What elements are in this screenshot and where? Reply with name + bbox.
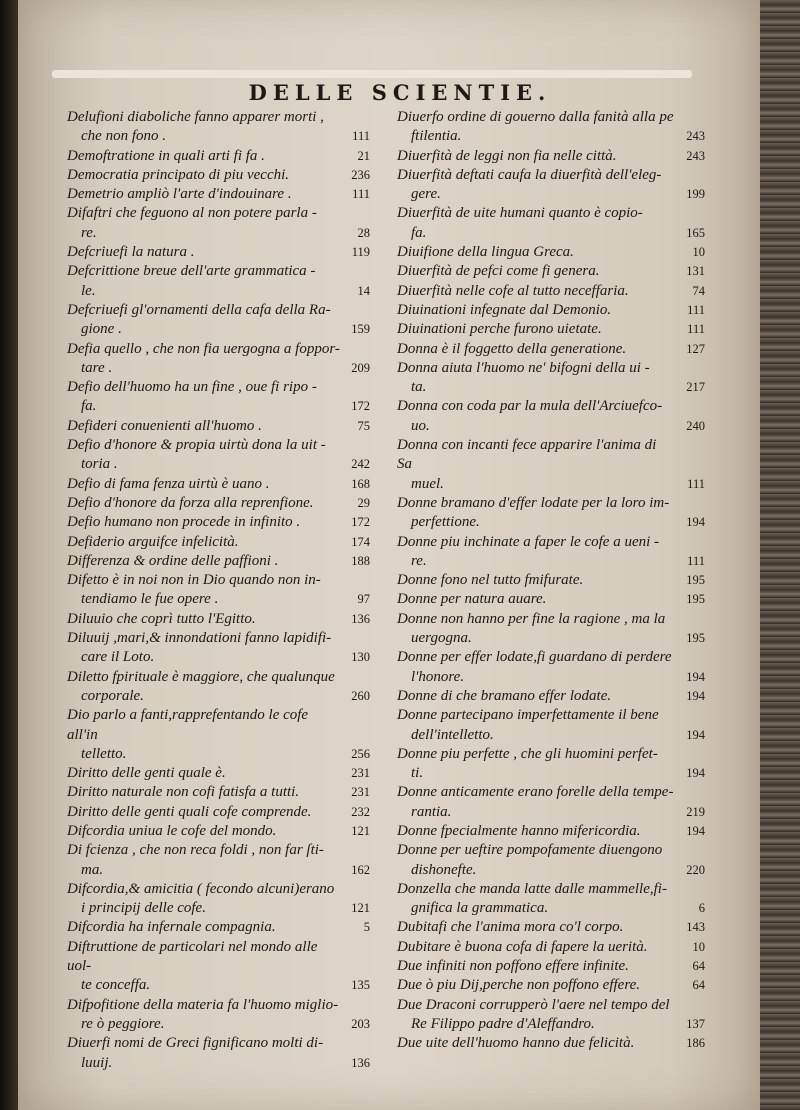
index-entry <box>67 204 370 243</box>
index-entry <box>67 262 370 301</box>
entry-text: Due infiniti non poffono effere infinite. <box>397 958 629 975</box>
entry-continuation: uo. <box>411 417 430 434</box>
page-number: 119 <box>351 245 370 260</box>
page-number: 64 <box>692 978 705 993</box>
page-number: 172 <box>351 515 370 530</box>
paper-tab <box>52 70 692 78</box>
entry-text: Demetrio ampliò l'arte d'indouinare . <box>67 186 292 203</box>
entry-text: Democratia principato di piu vecchi. <box>67 166 290 183</box>
entry-text: Diuerfità deftati caufa la diuerfità dell'eleg- <box>397 166 662 183</box>
page-number: 143 <box>686 920 705 935</box>
page-number: 111 <box>352 187 370 202</box>
entry-text: Donne non hanno per fine la ragione , ma la <box>397 610 666 627</box>
entry-continuation: le. <box>81 282 96 299</box>
entry-text: Donna con incanti fece apparire l'anima di Sa <box>397 437 657 473</box>
entry-text: Diftruttione de particolari nel mondo alle uol- <box>67 938 318 975</box>
index-entry <box>67 533 370 552</box>
entry-continuation: telletto. <box>81 745 127 762</box>
entry-continuation: ti. <box>411 765 424 782</box>
entry-continuation: fa. <box>411 224 427 241</box>
entry-text: Difpofitione della materia fa l'huomo miglio- <box>67 996 339 1013</box>
index-entry <box>397 166 705 205</box>
index-entry <box>397 918 705 937</box>
page-number: 159 <box>351 322 370 337</box>
entry-continuation: corporale. <box>81 687 144 704</box>
index-entry <box>397 204 705 243</box>
page-edges <box>754 0 800 1110</box>
entry-text: Donna è il foggetto della generatione. <box>397 340 627 357</box>
entry-text: Donne di che bramano effer lodate. <box>397 687 612 704</box>
index-entry <box>67 552 370 571</box>
page-header: DELLE SCIENTIE. <box>248 80 552 105</box>
entry-text: Defcriuefi la natura . <box>67 244 195 261</box>
entry-text: Donne fpecialmente hanno mifericordia. <box>397 822 641 839</box>
index-entry <box>397 1034 705 1053</box>
entry-continuation: re. <box>81 224 97 241</box>
entry-continuation: dishonefte. <box>411 861 477 878</box>
index-entry <box>397 783 705 822</box>
entry-continuation: toria . <box>81 456 118 473</box>
entry-text: Difaftri che feguono al non potere parla - <box>67 205 317 222</box>
index-entry <box>397 147 705 166</box>
page-number: 217 <box>686 380 705 395</box>
entry-text: Defcriuefi gl'ornamenti della cafa della Ra- <box>67 301 331 318</box>
entry-text: Defio d'honore & propia uirtù dona la uit - <box>67 437 326 454</box>
page-number: 174 <box>351 534 370 549</box>
index-entry <box>397 494 705 533</box>
entry-text: Demoftratione in quali arti fi fa . <box>67 147 265 164</box>
entry-continuation: gere. <box>411 186 441 203</box>
entry-text: Due Draconi corrupperò l'aere nel tempo del <box>397 996 670 1013</box>
entry-text: Diluuij ,mari,& innondationi fanno lapidifi- <box>67 630 332 647</box>
entry-continuation: Re Filippo padre d'Aleffandro. <box>411 1015 595 1032</box>
index-entry <box>397 359 705 398</box>
page-number: 194 <box>686 515 705 530</box>
entry-text: Donne fono nel tutto fmifurate. <box>397 572 584 589</box>
page-number: 5 <box>363 920 370 935</box>
page-number: 194 <box>686 688 705 703</box>
entry-continuation: te conceffa. <box>81 977 151 994</box>
page-number: 242 <box>351 457 370 472</box>
entry-text: Defideri conuenienti all'huomo . <box>67 417 262 434</box>
page-number: 194 <box>686 766 705 781</box>
page-number: 10 <box>692 939 705 954</box>
page-number: 97 <box>357 592 370 607</box>
index-entry <box>67 822 370 841</box>
page-number: 64 <box>692 959 705 974</box>
page-number: 195 <box>686 592 705 607</box>
index-entry <box>67 301 370 340</box>
index-entry <box>67 880 370 919</box>
page-number: 195 <box>686 573 705 588</box>
page-number: 28 <box>357 225 370 240</box>
entry-text: Diuerfità nelle cofe al tutto neceffaria. <box>397 282 629 299</box>
page-number: 75 <box>357 418 370 433</box>
index-entry <box>397 301 705 320</box>
entry-text: Diuerfità de pefci come fi genera. <box>397 263 600 280</box>
index-entry <box>397 533 705 572</box>
page-number: 21 <box>357 148 370 163</box>
page-number: 219 <box>686 804 705 819</box>
index-entry <box>67 185 370 204</box>
page-number: 194 <box>686 669 705 684</box>
entry-continuation: re. <box>411 552 427 569</box>
entry-text: Dio parlo a fanti,rapprefentando le cofe all'in <box>67 707 309 743</box>
index-entry <box>67 803 370 822</box>
index-entry <box>397 282 705 301</box>
index-entry <box>67 378 370 417</box>
entry-text: Difcordia uniua le cofe del mondo. <box>67 822 277 839</box>
entry-text: Diuerfità de leggi non fia nelle città. <box>397 147 617 164</box>
entry-text: Difcordia,& amicitia ( fecondo alcuni)erano <box>67 880 335 897</box>
entry-continuation: fa. <box>81 398 97 415</box>
page-number: 236 <box>351 167 370 182</box>
entry-continuation: dell'intelletto. <box>411 726 494 743</box>
entry-continuation: gione . <box>81 321 122 338</box>
page-number: 243 <box>686 129 705 144</box>
page-number: 136 <box>351 611 370 626</box>
page-number: 195 <box>686 631 705 646</box>
entry-text: Defio di fama fenza uirtù è uano . <box>67 475 270 492</box>
index-entry <box>67 1034 370 1073</box>
entry-continuation: tendiamo le fue opere . <box>81 591 219 608</box>
index-entry <box>67 841 370 880</box>
entry-continuation: i principij delle cofe. <box>81 900 206 917</box>
index-entry <box>397 243 705 262</box>
index-entry <box>67 996 370 1035</box>
entry-continuation: ta. <box>411 379 427 396</box>
index-column-left <box>67 108 370 1073</box>
page-number: 10 <box>692 245 705 260</box>
entry-text: Defio d'honore da forza alla reprenfione. <box>67 494 314 511</box>
index-entry <box>67 475 370 494</box>
index-entry <box>67 668 370 707</box>
index-column-right <box>397 108 705 1054</box>
page-number: 240 <box>686 418 705 433</box>
index-entry <box>397 822 705 841</box>
entry-continuation: rantia. <box>411 803 452 820</box>
entry-text: Difcordia ha infernale compagnia. <box>67 919 276 936</box>
page-number: 130 <box>351 650 370 665</box>
page-number: 203 <box>351 1016 370 1031</box>
page-number: 232 <box>351 804 370 819</box>
index-entry <box>397 571 705 590</box>
page-number: 131 <box>686 264 705 279</box>
page-number: 162 <box>351 862 370 877</box>
page-number: 168 <box>351 476 370 491</box>
entry-text: Donne piu inchinate a faper le cofe a ueni - <box>397 533 660 550</box>
entry-continuation: muel. <box>411 475 444 492</box>
index-entry <box>397 687 705 706</box>
page-number: 6 <box>698 901 705 916</box>
index-entry <box>397 841 705 880</box>
page-number: 199 <box>686 187 705 202</box>
entry-text: Donne anticamente erano forelle della tempe- <box>397 784 674 801</box>
entry-text: Defio humano non procede in infinito . <box>67 514 301 531</box>
entry-text: Donne partecipano imperfettamente il bene <box>397 707 659 724</box>
index-entry <box>397 397 705 436</box>
index-entry <box>67 166 370 185</box>
page-number: 231 <box>351 785 370 800</box>
entry-text: Donne per natura auare. <box>397 591 547 608</box>
entry-text: Diuerfo ordine di gouerno dalla fanità alla pe <box>397 109 674 125</box>
page-number: 260 <box>351 688 370 703</box>
entry-text: Diuifione della lingua Greca. <box>397 244 574 261</box>
index-entry <box>397 262 705 281</box>
entry-text: Difetto è in noi non in Dio quando non in- <box>67 572 321 589</box>
entry-text: Defiderio arguifce infelicità. <box>67 533 239 550</box>
index-entry <box>397 880 705 919</box>
page-number: 29 <box>357 495 370 510</box>
entry-text: Diuerfi nomi de Greci fignificano molti di- <box>67 1035 324 1052</box>
index-entry <box>397 610 705 649</box>
entry-continuation: uergogna. <box>411 630 472 647</box>
index-entry <box>67 610 370 629</box>
entry-continuation: re ò peggiore. <box>81 1015 165 1032</box>
index-entry <box>397 745 705 784</box>
page-number: 194 <box>686 727 705 742</box>
index-entry <box>397 108 705 147</box>
page-number: 111 <box>687 322 705 337</box>
page-number: 136 <box>351 1055 370 1070</box>
entry-text: Defio dell'huomo ha un fine , oue fi ripo - <box>67 379 317 396</box>
page-number: 137 <box>686 1016 705 1031</box>
entry-continuation: tare . <box>81 359 113 376</box>
entry-text: Donzella che manda latte dalle mammelle,fi- <box>397 880 667 897</box>
entry-text: Due uite dell'huomo hanno due felicità. <box>397 1035 635 1052</box>
index-entry <box>397 340 705 359</box>
index-entry <box>397 648 705 687</box>
entry-text: Donne piu perfette , che gli huomini perfet- <box>397 745 658 762</box>
entry-text: Di fcienza , che non reca foldi , non far ſti- <box>67 842 324 859</box>
entry-text: Donne per effer lodate,fi guardano di perdere <box>397 649 672 666</box>
entry-text: Diuinationi perche furono uietate. <box>397 321 602 338</box>
entry-text: Delufioni diaboliche fanno apparer morti , <box>67 109 324 125</box>
entry-text: Diuinationi infegnate dal Demonio. <box>397 301 612 318</box>
entry-continuation: luuij. <box>81 1054 113 1071</box>
index-entry <box>67 571 370 610</box>
index-entry <box>67 938 370 996</box>
page-number: 127 <box>686 341 705 356</box>
entry-text: Diletto fpirituale è maggiore, che qualunque <box>67 668 335 685</box>
index-entry <box>397 320 705 339</box>
entry-text: Donna aiuta l'huomo ne' bifogni della ui - <box>397 359 650 376</box>
entry-text: Donne per ueftire pompofamente diuengono <box>397 842 663 859</box>
index-entry <box>67 764 370 783</box>
index-entry <box>397 976 705 995</box>
index-entry <box>67 417 370 436</box>
index-entry <box>67 340 370 379</box>
entry-continuation: l'honore. <box>411 668 465 685</box>
index-entry <box>397 436 705 494</box>
entry-text: Donna con coda par la mula dell'Arciuefco- <box>397 398 663 415</box>
entry-text: Diuerfità de uite humani quanto è copio- <box>397 205 643 222</box>
page-number: 188 <box>351 553 370 568</box>
index-entry <box>67 918 370 937</box>
entry-continuation: che non fono . <box>81 128 166 145</box>
index-entry <box>67 494 370 513</box>
index-entry <box>67 783 370 802</box>
entry-text: Defcrittione breue dell'arte grammatica - <box>67 263 316 280</box>
entry-text: Diluuio che coprì tutto l'Egitto. <box>67 610 256 627</box>
page-number: 14 <box>357 283 370 298</box>
index-entry <box>397 706 705 745</box>
entry-text: Dubitafi che l'anima mora co'l corpo. <box>397 919 624 936</box>
index-entry <box>397 590 705 609</box>
page-number: 121 <box>351 901 370 916</box>
page-number: 243 <box>686 148 705 163</box>
page-number: 111 <box>352 129 370 144</box>
index-entry <box>397 996 705 1035</box>
entry-continuation: gnifica la grammatica. <box>411 900 549 917</box>
page-number: 209 <box>351 360 370 375</box>
page-number: 231 <box>351 766 370 781</box>
entry-text: Due ò piu Dij,perche non poffono effere. <box>397 977 641 994</box>
entry-text: Differenza & ordine delle paffioni . <box>67 552 279 569</box>
entry-continuation: ftilentia. <box>411 128 462 145</box>
index-entry <box>67 243 370 262</box>
entry-text: Donne bramano d'effer lodate per la loro im- <box>397 494 670 511</box>
page-number: 172 <box>351 399 370 414</box>
index-entry <box>67 706 370 764</box>
index-entry <box>397 938 705 957</box>
page-number: 165 <box>686 225 705 240</box>
page-number: 135 <box>351 978 370 993</box>
index-entry <box>67 436 370 475</box>
entry-continuation: perfettione. <box>411 514 480 531</box>
page-number: 220 <box>686 862 705 877</box>
page-number: 111 <box>687 553 705 568</box>
entry-text: Dubitare è buona cofa di fapere la uerità. <box>397 938 648 955</box>
index-entry <box>67 629 370 668</box>
page-number: 121 <box>351 823 370 838</box>
entry-text: Diritto naturale non cofi fatisfa a tutti. <box>67 784 300 801</box>
entry-text: Diritto delle genti quali cofe comprende. <box>67 803 312 820</box>
page-number: 74 <box>692 283 705 298</box>
entry-continuation: care il Loto. <box>81 649 155 666</box>
page-number: 111 <box>687 302 705 317</box>
entry-text: Defia quello , che non fia uergogna a foppor- <box>67 340 340 357</box>
index-entry <box>67 147 370 166</box>
page-number: 186 <box>686 1036 705 1051</box>
index-entry <box>67 108 370 147</box>
index-entry <box>397 957 705 976</box>
index-entry <box>67 513 370 532</box>
entry-text: Diritto delle genti quale è. <box>67 765 226 782</box>
page-number: 194 <box>686 823 705 838</box>
entry-continuation: ma. <box>81 861 104 878</box>
page-number: 256 <box>351 746 370 761</box>
page-number: 111 <box>687 476 705 491</box>
